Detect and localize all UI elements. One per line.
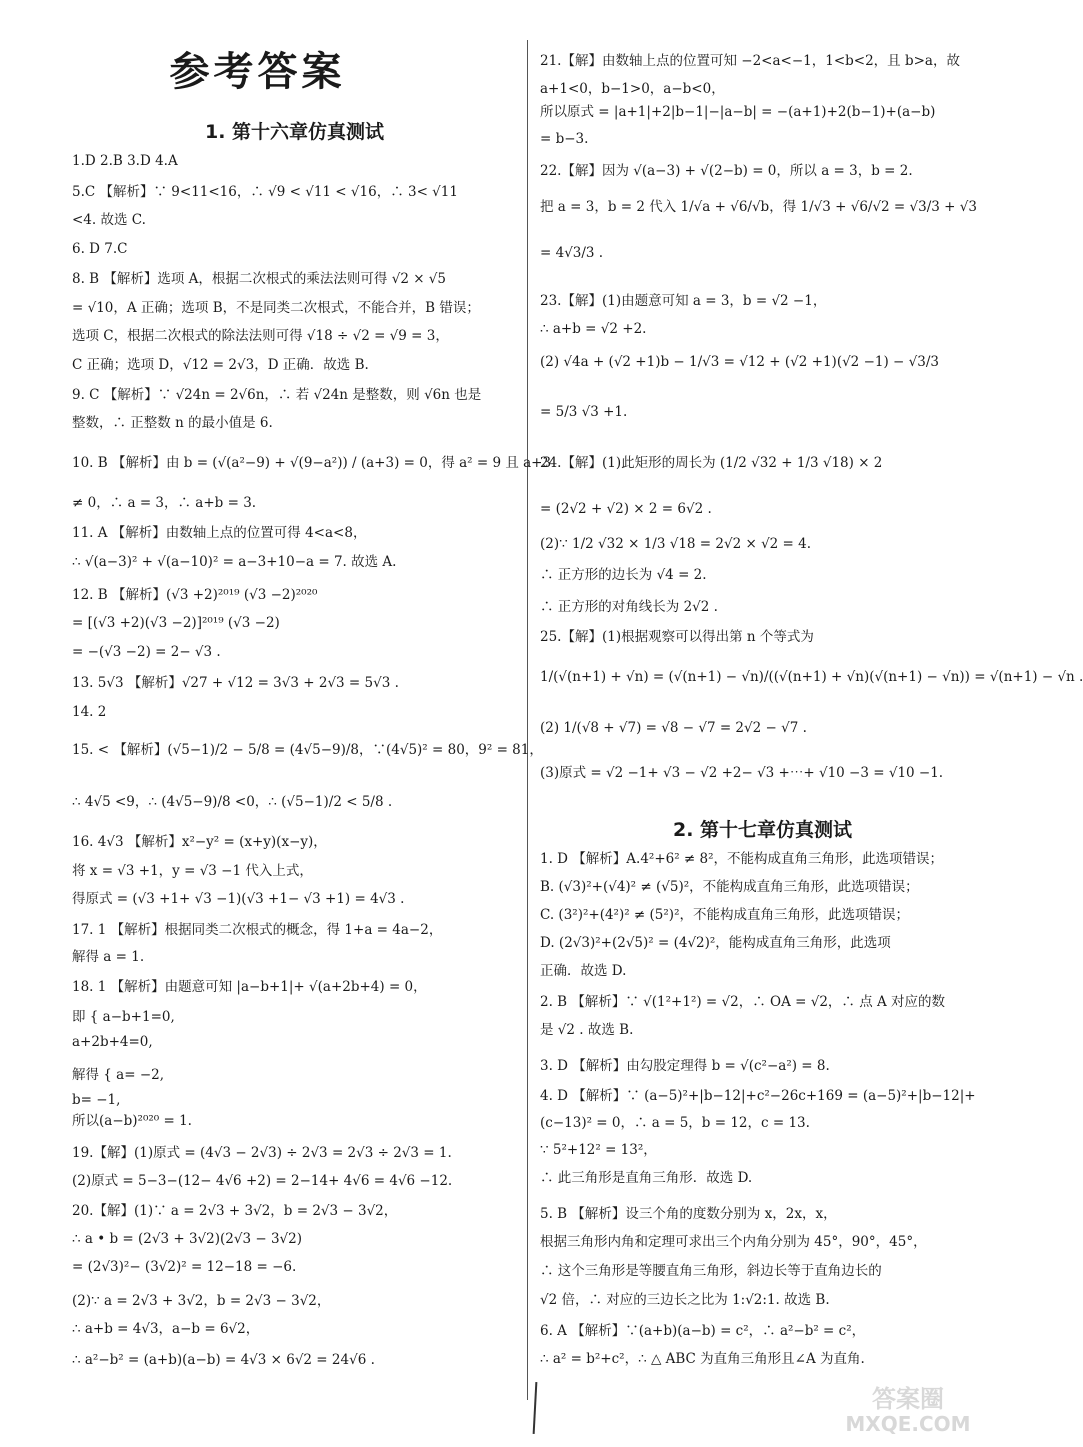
watermark-logo <box>828 1381 988 1437</box>
answer-line: 整数，∴ 正整数 n 的最小值是 6. <box>72 415 273 431</box>
answer-line: b= −1, <box>72 1092 121 1108</box>
answer-line: a+1<0，b−1>0，a−b<0， <box>540 81 725 97</box>
answer-line: <4. 故选 C. <box>72 212 146 228</box>
answer-line: ∴ a+b = 4√3，a−b = 6√2， <box>72 1321 260 1337</box>
answer-line: = [(√3 +2)(√3 −2)]²⁰¹⁹ (√3 −2) <box>72 615 280 631</box>
answer-line: = 5/3 √3 +1. <box>540 404 628 420</box>
answer-line: ∴ a • b = (2√3 + 3√2)(2√3 − 3√2) <box>72 1231 302 1247</box>
answer-line: ∴ 4√5 <9，∴ (4√5−9)/8 <0，∴ (√5−1)/2 < 5/8 . <box>72 794 393 810</box>
answer-line: (2) √4a + (√2 +1)b − 1/√3 = √12 + (√2 +1)(√2 −1) − √3/3 <box>540 354 939 370</box>
answer-line: 25.【解】(1)根据观察可以得出第 n 个等式为 <box>540 629 814 645</box>
answer-line: (2)∵ 1/2 √32 × 1/3 √18 = 2√2 × √2 = 4. <box>540 536 812 552</box>
section-heading-17: 2. 第十七章仿真测试 <box>672 819 853 841</box>
answer-line: 5. B 【解析】设三个角的度数分别为 x，2x，x， <box>540 1206 837 1222</box>
answer-line: 所以原式 = |a+1|+2|b−1|−|a−b| = −(a+1)+2(b−1)+(a−b) <box>540 104 936 120</box>
pen-mark <box>533 1382 538 1434</box>
answer-line: (3)原式 = √2 −1+ √3 − √2 +2− √3 +⋯+ √10 −3 = √10 −1. <box>540 765 944 781</box>
answer-line: 22.【解】因为 √(a−3) + √(2−b) = 0，所以 a = 3，b = 2. <box>540 163 913 179</box>
answer-line: 21.【解】由数轴上点的位置可知 −2<a<−1，1<b<2，且 b>a，故 <box>540 53 960 69</box>
page-title: 参考答案 <box>169 49 346 95</box>
section-heading-16: 1. 第十六章仿真测试 <box>204 121 385 143</box>
answer-line: ∴ 正方形的对角线长为 2√2 . <box>540 599 718 615</box>
answer-line: 4. D 【解析】∵ (a−5)²+|b−12|+c²−26c+169 = (a−5)²+|b−12|+ <box>540 1088 976 1104</box>
answer-line: 19.【解】(1)原式 = (4√3 − 2√3) ÷ 2√3 = 2√3 ÷ 2√3 = 1. <box>72 1145 452 1161</box>
answer-line: a+2b+4=0, <box>72 1034 153 1050</box>
answer-line: 解得 a = 1. <box>72 949 145 965</box>
answer-line: 根据三角形内角和定理可求出三个内角分别为 45°，90°，45°， <box>540 1234 927 1250</box>
answer-line: 所以(a−b)²⁰²⁰ = 1. <box>72 1113 192 1129</box>
answer-line: 14. 2 <box>72 704 107 720</box>
answer-line: 得原式 = (√3 +1+ √3 −1)(√3 +1− √3 +1) = 4√3 . <box>72 891 405 907</box>
answer-line: 5.C 【解析】∵ 9<11<16，∴ √9 < √11 < √16，∴ 3< √11 <box>72 184 458 200</box>
answer-line: ∴ √(a−3)² + √(a−10)² = a−3+10−a = 7. 故选 A. <box>72 554 397 570</box>
answer-line: 8. B 【解析】选项 A，根据二次根式的乘法法则可得 √2 × √5 <box>72 271 446 287</box>
answer-line: ∴ 正方形的边长为 √4 = 2. <box>540 567 707 583</box>
answer-line: 把 a = 3，b = 2 代入 1/√a + √6/√b，得 1/√3 + √6/√2 = √3/3 + √3 <box>540 199 977 215</box>
answer-line: 23.【解】(1)由题意可知 a = 3，b = √2 −1， <box>540 293 827 309</box>
answer-line: 9. C 【解析】∵ √24n = 2√6n，∴ 若 √24n 是整数，则 √6n 也是 <box>72 387 482 403</box>
answer-line: = b−3. <box>540 131 589 147</box>
answer-line: 12. B 【解析】(√3 +2)²⁰¹⁹ (√3 −2)²⁰²⁰ <box>72 587 318 603</box>
answer-line: √2 倍，∴ 对应的三边长之比为 1:√2:1. 故选 B. <box>540 1292 830 1308</box>
answer-line: 10. B 【解析】由 b = (√(a²−9) + √(9−a²)) / (a+3) = 0，得 a² = 9 且 a+3 <box>72 455 552 471</box>
answer-line: 6. D 7.C <box>72 241 128 257</box>
answer-line: 18. 1 【解析】由题意可知 |a−b+1|+ √(a+2b+4) = 0， <box>72 979 427 995</box>
answer-line: ∴ a+b = √2 +2. <box>540 321 647 337</box>
answer-line: 正确．故选 D. <box>540 963 627 979</box>
answer-line: 11. A 【解析】由数轴上点的位置可得 4<a<8， <box>72 525 367 541</box>
answer-line: 是 √2 . 故选 B. <box>540 1022 634 1038</box>
answer-line: = (2√3)²− (3√2)² = 12−18 = −6. <box>72 1259 297 1275</box>
answer-line: D. (2√3)²+(2√5)² = (4√2)²，能构成直角三角形，此选项 <box>540 935 891 951</box>
answer-line: 1.D 2.B 3.D 4.A <box>72 153 178 169</box>
watermark-text-bottom: MXQE.COM <box>845 1412 971 1436</box>
answer-line: ≠ 0，∴ a = 3，∴ a+b = 3. <box>72 495 257 511</box>
answer-line: 2. B 【解析】∵ √(1²+1²) = √2，∴ OA = √2，∴ 点 A 对应的数 <box>540 994 946 1010</box>
answer-line: 1/(√(n+1) + √n) = (√(n+1) − √n)/((√(n+1) + √n)(√(n+1) − √n)) = √(n+1) − √n . <box>540 669 1083 685</box>
answer-line: 24.【解】(1)此矩形的周长为 (1/2 √32 + 1/3 √18) × 2 <box>540 455 883 471</box>
answer-line: (2)∵ a = 2√3 + 3√2，b = 2√3 − 3√2， <box>72 1293 331 1309</box>
answer-line: = (2√2 + √2) × 2 = 6√2 . <box>540 501 712 517</box>
answer-line: B. (√3)²+(√4)² ≠ (√5)²，不能构成直角三角形，此选项错误； <box>540 879 919 895</box>
answer-line: 即 { a−b+1=0, <box>72 1009 175 1025</box>
answer-line: (c−13)² = 0，∴ a = 5，b = 12，c = 13. <box>540 1115 810 1131</box>
answer-line: 将 x = √3 +1，y = √3 −1 代入上式， <box>72 863 313 879</box>
answer-line: ∴ a²−b² = (a+b)(a−b) = 4√3 × 6√2 = 24√6 . <box>72 1352 375 1368</box>
answer-line: = −(√3 −2) = 2− √3 . <box>72 644 221 660</box>
column-divider <box>527 40 528 1400</box>
answer-line: = 4√3/3 . <box>540 245 604 261</box>
answer-line: C 正确；选项 D，√12 = 2√3，D 正确．故选 B. <box>72 357 369 373</box>
answer-line: 17. 1 【解析】根据同类二次根式的概念，得 1+a = 4a−2， <box>72 922 443 938</box>
answer-line: 13. 5√3 【解析】√27 + √12 = 3√3 + 2√3 = 5√3 . <box>72 675 399 691</box>
answer-line: 3. D 【解析】由勾股定理得 b = √(c²−a²) = 8. <box>540 1058 830 1074</box>
answer-line: ∴ 这个三角形是等腰直角三角形，斜边长等于直角边长的 <box>540 1263 882 1279</box>
answer-line: 16. 4√3 【解析】x²−y² = (x+y)(x−y)， <box>72 834 327 850</box>
answer-line: 6. A 【解析】∵(a+b)(a−b) = c²，∴ a²−b² = c²， <box>540 1323 866 1339</box>
answer-line: C. (3²)²+(4²)² ≠ (5²)²，不能构成直角三角形，此选项错误； <box>540 907 909 923</box>
answer-line: (2) 1/(√8 + √7) = √8 − √7 = 2√2 − √7 . <box>540 720 807 736</box>
answer-line: = √10，A 正确；选项 B，不是同类二次根式，不能合并，B 错误； <box>72 300 480 316</box>
answer-line: 选项 C，根据二次根式的除法法则可得 √18 ÷ √2 = √9 = 3， <box>72 328 449 344</box>
answer-line: 解得 { a= −2, <box>72 1067 165 1083</box>
watermark-text-top: 答案圈 <box>872 1385 944 1413</box>
answer-line: (2)原式 = 5−3−(12− 4√6 +2) = 2−14+ 4√6 = 4√6 −12. <box>72 1173 453 1189</box>
answer-line: 15. < 【解析】(√5−1)/2 − 5/8 = (4√5−9)/8，∵(4√5)² = 80，9² = 81， <box>72 742 543 758</box>
answer-line: 1. D 【解析】A.4²+6² ≠ 8²，不能构成直角三角形，此选项错误； <box>540 851 944 867</box>
answer-line: ∴ a² = b²+c²，∴ △ ABC 为直角三角形且∠A 为直角. <box>540 1351 865 1367</box>
answer-line: ∴ 此三角形是直角三角形．故选 D. <box>540 1170 753 1186</box>
answer-line: ∵ 5²+12² = 13²， <box>540 1142 657 1158</box>
answer-line: 20.【解】(1)∵ a = 2√3 + 3√2，b = 2√3 − 3√2， <box>72 1203 398 1219</box>
